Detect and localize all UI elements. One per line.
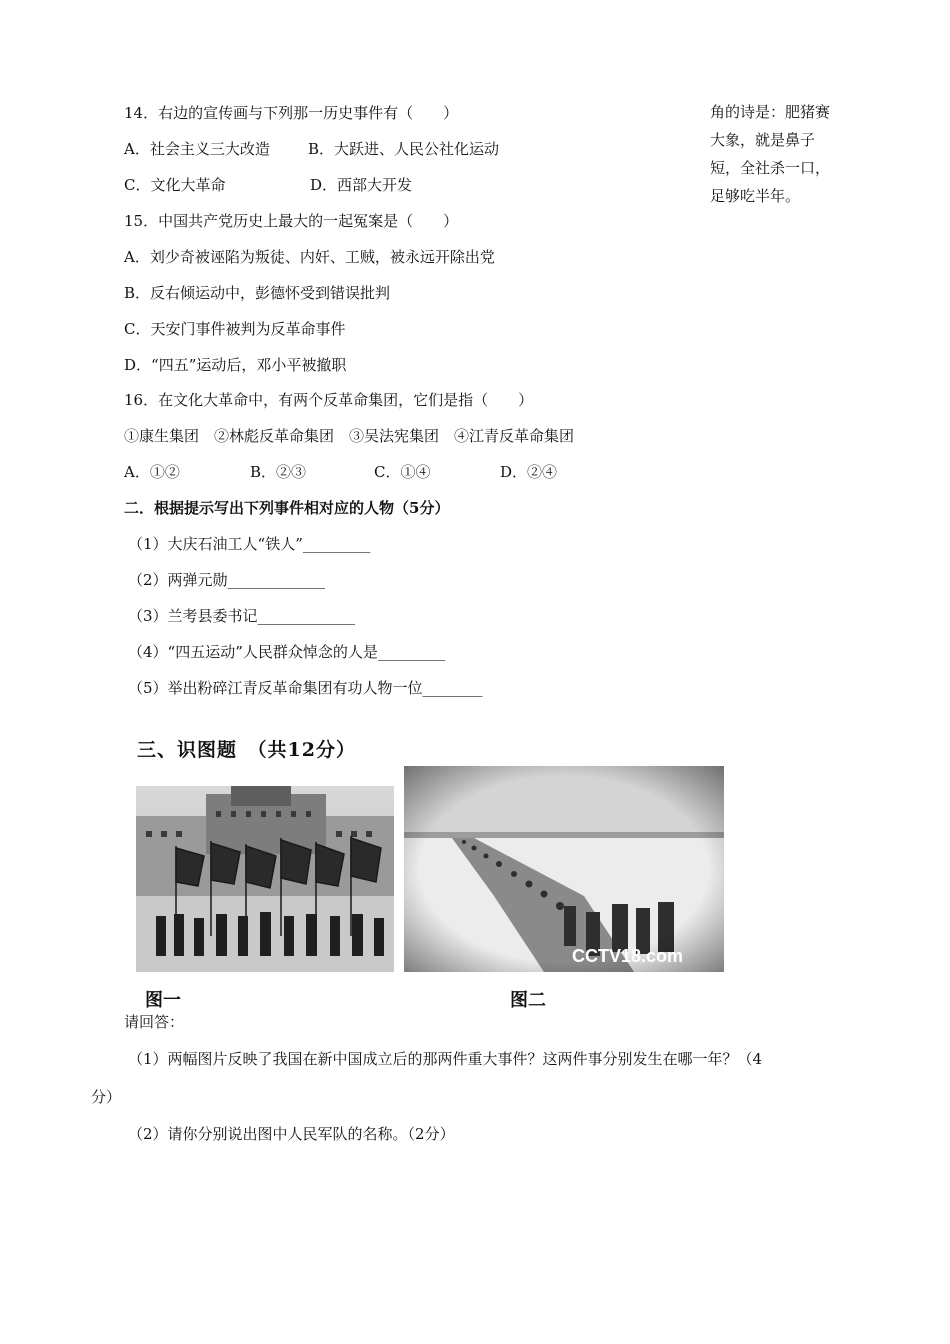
section3-question-1: （1）两幅图片反映了我国在新中国成立后的那两件重大事件？这两件事分别发生在哪一年？（4: [128, 1050, 763, 1068]
q14-option-b: B．大跃进、人民公社化运动: [308, 140, 500, 158]
section3-question-2: （2）请你分别说出图中人民军队的名称。（2分）: [128, 1125, 455, 1143]
q15-option-c: C．天安门事件被判为反革命事件: [124, 320, 346, 338]
q16-stem: 16．在文化大革命中，有两个反革命集团，它们是指（ ）: [124, 391, 534, 409]
q16-option-b: B．②③: [250, 463, 307, 481]
section2-item: （5）举出粉碎江青反革命集团有功人物一位________: [128, 679, 483, 697]
section3-question-1-cont: 分）: [91, 1088, 122, 1106]
figure-2-photo: [404, 766, 724, 972]
side-note-line: 角的诗是：肥猪赛: [710, 103, 831, 121]
cctv-watermark: CCTV18.com: [572, 946, 684, 966]
section2-item: （1）大庆石油工人“铁人”_________: [128, 535, 371, 553]
q16-option-d: D．②④: [500, 463, 558, 481]
answer-prompt: 请回答：: [124, 1013, 185, 1031]
q14-stem: 14．右边的宣传画与下列那一历史事件有（ ）: [124, 104, 459, 122]
section2-item: （2）两弹元勋_____________: [128, 571, 326, 589]
q14-option-c: C．文化大革命: [124, 176, 226, 194]
side-note-line: 短，全社杀一口，: [710, 159, 831, 177]
figure-1-photo: [136, 786, 394, 972]
q15-option-b: B．反右倾运动中，彭德怀受到错误批判: [124, 284, 391, 302]
section3-title: 三、识图题 （共12分）: [137, 739, 356, 761]
side-note-line: 足够吃半年。: [710, 187, 801, 205]
section2-title: 二．根据提示写出下列事件相对应的人物（5分）: [124, 499, 450, 517]
side-poem-note: [710, 98, 860, 210]
section2-item: （4）“四五运动”人民群众悼念的人是_________: [128, 643, 446, 661]
q14-option-d: D．西部大开发: [310, 176, 413, 194]
q16-items: ①康生集团 ②林彪反革命集团 ③吴法宪集团 ④江青反革命集团: [124, 427, 575, 445]
q15-stem: 15．中国共产党历史上最大的一起冤案是（ ）: [124, 212, 459, 230]
q14-option-a: A．社会主义三大改造: [124, 140, 270, 158]
q16-option-a: A．①②: [124, 463, 180, 481]
figure-1-caption: 图一: [145, 990, 181, 1011]
figure-2-caption: 图二: [510, 990, 546, 1011]
q16-option-c: C．①④: [374, 463, 431, 481]
side-note-line: 大象，就是鼻子: [710, 131, 816, 149]
section2-item: （3）兰考县委书记_____________: [128, 607, 356, 625]
q15-option-d: D．“四五”运动后，邓小平被撤职: [124, 356, 347, 374]
q15-option-a: A．刘少奇被诬陷为叛徒、内奸、工贼，被永远开除出党: [124, 248, 495, 266]
